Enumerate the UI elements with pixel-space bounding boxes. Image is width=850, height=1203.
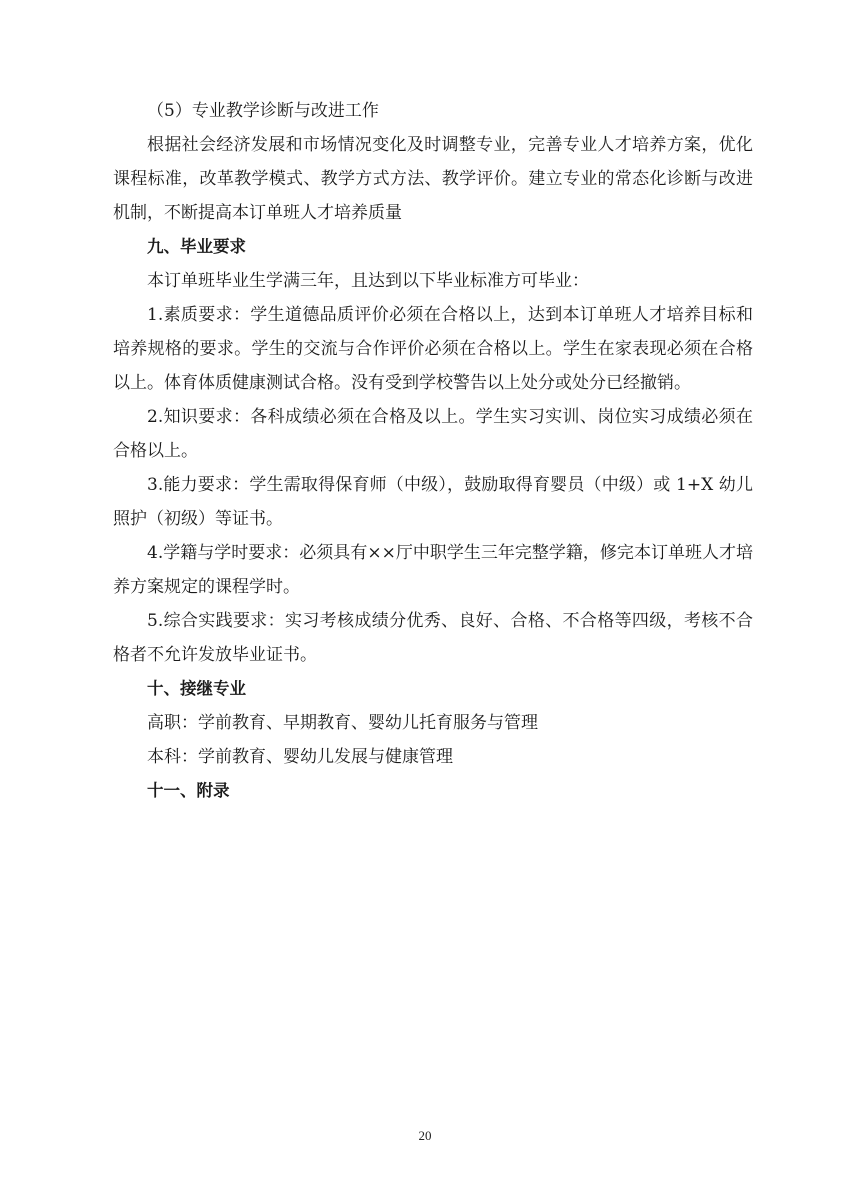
graduation-item-enrollment: 4.学籍与学时要求：必须具有××厅中职学生三年完整学籍，修完本订单班人才培养方案规定的课程学时。 xyxy=(113,543,753,597)
section-heading-continuing-majors: 十、接继专业 xyxy=(147,679,246,698)
section-heading-graduation: 九、毕业要求 xyxy=(147,237,246,256)
document-page xyxy=(113,94,753,808)
graduation-item-quality: 1.素质要求：学生道德品质评价必须在合格以上，达到本订单班人才培养目标和培养规格的要求。学生的交流与合作评价必须在合格以上。学生在家表现必须在合格以上。体育体质健康测试合格。没有受到学校警告以上处分或处分已经撤销。 xyxy=(113,305,753,393)
section-heading-appendix: 十一、附录 xyxy=(147,781,230,800)
paragraph-diagnosis: 根据社会经济发展和市场情况变化及时调整专业，完善专业人才培养方案，优化课程标准，改革教学模式、教学方式方法、教学评价。建立专业的常态化诊断与改进机制，不断提高本订单班人才培养质量 xyxy=(113,135,753,223)
graduation-item-knowledge: 2.知识要求：各科成绩必须在合格及以上。学生实习实训、岗位实习成绩必须在合格以上。 xyxy=(113,407,753,461)
graduation-item-practice: 5.综合实践要求：实习考核成绩分优秀、良好、合格、不合格等四级，考核不合格者不允许发放毕业证书。 xyxy=(113,611,753,665)
graduation-item-ability: 3.能力要求：学生需取得保育师（中级），鼓励取得育婴员（中级）或 1+X 幼儿照护（初级）等证书。 xyxy=(113,475,753,529)
paragraph-higher-vocational: 高职：学前教育、早期教育、婴幼儿托育服务与管理 xyxy=(147,713,538,733)
subsection-title-diagnosis: （5）专业教学诊断与改进工作 xyxy=(147,101,379,121)
paragraph-graduation-intro: 本订单班毕业生学满三年，且达到以下毕业标准方可毕业： xyxy=(147,271,589,291)
page-number: 20 xyxy=(418,1128,432,1143)
paragraph-undergraduate: 本科：学前教育、婴幼儿发展与健康管理 xyxy=(147,747,453,767)
